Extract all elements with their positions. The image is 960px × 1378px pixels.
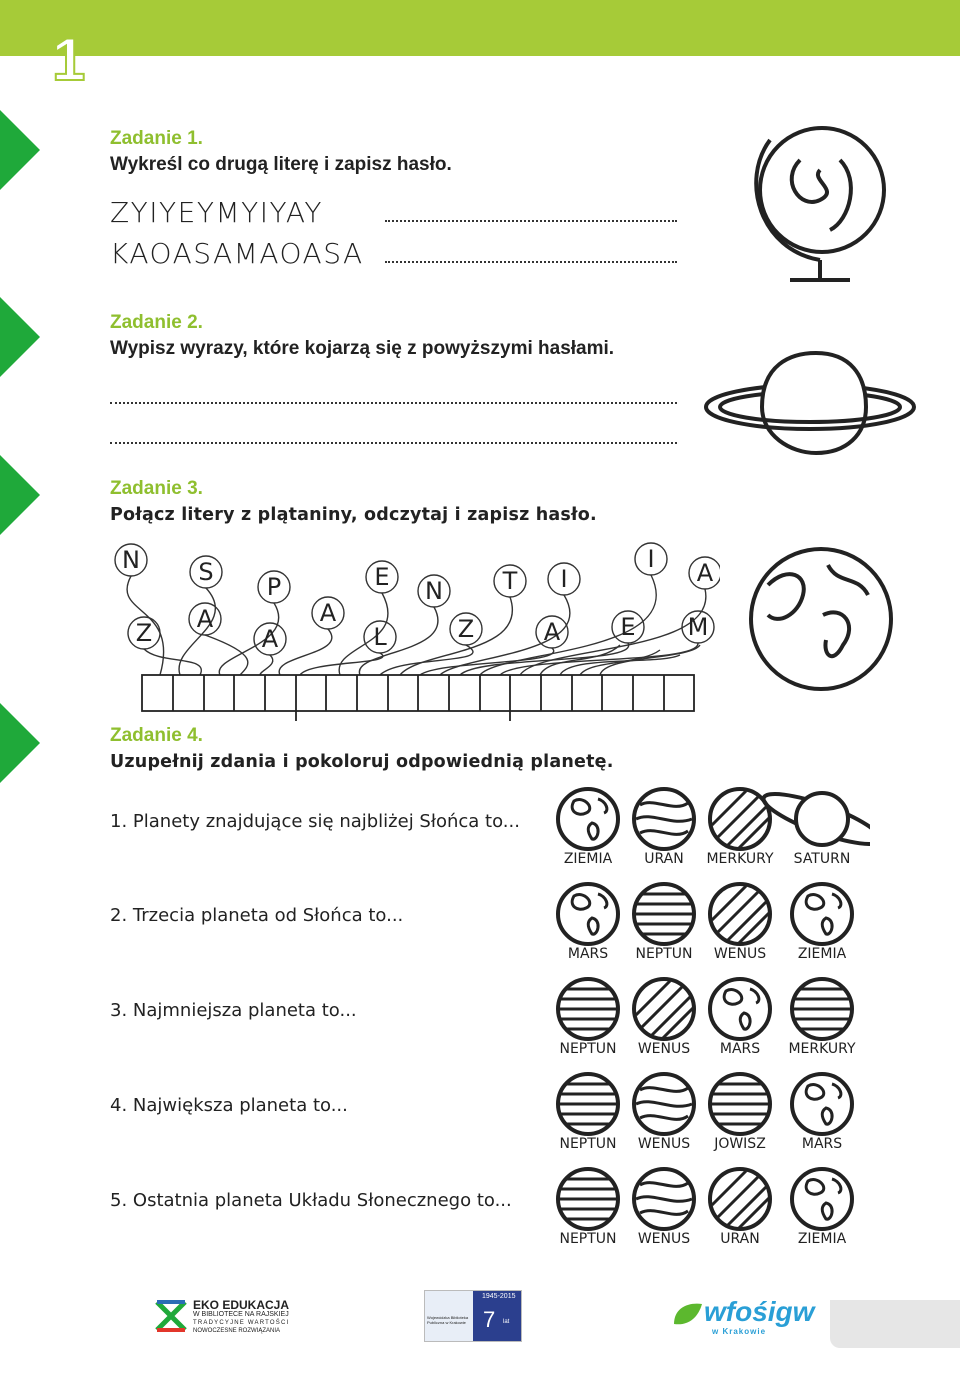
venus-icon (634, 1169, 694, 1229)
answer-line-4[interactable] (110, 442, 677, 444)
eko-edukacja-logo-icon (155, 1300, 187, 1332)
tangle-letter: A (196, 605, 214, 633)
answer-line-2[interactable] (385, 261, 677, 263)
neptune-icon (558, 1169, 618, 1229)
tangle-letter: A (261, 625, 279, 653)
task1-code-1: ZYIYEYMYIYAY (110, 196, 323, 229)
globe-icon (740, 120, 920, 290)
tangle-letter: T (502, 567, 518, 595)
question-3: 3. Najmniejsza planeta to... (110, 1000, 357, 1021)
wfosigw-sub: w Krakowie (712, 1327, 767, 1336)
option-label: WENUS (713, 946, 767, 962)
page-number: 1 (52, 26, 86, 93)
option-label: MARS (719, 1041, 761, 1057)
task2-desc: Wypisz wyrazy, które kojarzą się z powyższymi hasłami. (110, 338, 615, 359)
corner-decoration (830, 1300, 960, 1348)
task4-title: Zadanie 4. (110, 725, 203, 746)
top-bar (0, 0, 960, 56)
logo1-line: W BIBLIOTECE NA RAJSKIEJ (193, 1311, 289, 1318)
arrow-marker-3 (0, 455, 40, 535)
option-label: URAN (644, 851, 684, 867)
neptune-icon (634, 884, 694, 944)
answer-line-1[interactable] (385, 220, 677, 222)
tangle-letter: E (374, 563, 390, 591)
option-label: SATURN (793, 851, 851, 867)
question-1: 1. Planety znajdujące się najbliżej Słońca to... (110, 811, 520, 832)
answer-line-3[interactable] (110, 402, 677, 404)
option-label: NEPTUN (635, 946, 693, 962)
option-label: WENUS (637, 1041, 691, 1057)
saturn-icon (759, 785, 870, 853)
neptune-icon (558, 979, 618, 1039)
wbp-logo (424, 1290, 522, 1342)
tangle-letter: L (373, 623, 387, 651)
option-label: NEPTUN (559, 1041, 617, 1057)
option-label: NEPTUN (559, 1136, 617, 1152)
logo1-line: NOWOCZESNE ROZWIĄZANIA (193, 1328, 280, 1334)
mars-icon (710, 979, 770, 1039)
uranus-icon (710, 1169, 770, 1229)
mars-icon (558, 884, 618, 944)
logo1-line: TRADYCYJNE WARTOŚCI (193, 1320, 290, 1326)
option-label: URAN (720, 1231, 760, 1247)
task2-title: Zadanie 2. (110, 312, 203, 333)
option-label: MARS (567, 946, 609, 962)
arrow-marker-1 (0, 110, 40, 190)
question-4: 4. Największa planeta to... (110, 1095, 348, 1116)
tangle-letter: A (319, 599, 337, 627)
row1-planets (558, 785, 870, 853)
venus-icon (634, 979, 694, 1039)
earth-icon (558, 789, 618, 849)
letter-tangle (100, 535, 720, 725)
question-2: 2. Trzecia planeta od Słońca to... (110, 905, 404, 926)
option-label: ZIEMIA (797, 946, 847, 962)
logo1-title: EKO EDUKACJA (193, 1298, 290, 1312)
wfosigw-logo-text: wfośigw (704, 1296, 815, 1327)
task4-desc: Uzupełnij zdania i pokoloruj odpowiednią planetę. (110, 752, 614, 772)
tangle-letter: E (620, 613, 636, 641)
tangle-letter: Z (135, 619, 153, 647)
earth-illustration-icon (748, 545, 894, 693)
option-label: WENUS (637, 1231, 691, 1247)
task3-title: Zadanie 3. (110, 478, 203, 499)
mercury-icon (710, 789, 770, 849)
option-label: MARS (801, 1136, 843, 1152)
option-label: WENUS (637, 1136, 691, 1152)
option-label: MERKURY (706, 851, 774, 867)
saturn-illustration-icon (700, 345, 920, 465)
option-label: ZIEMIA (563, 851, 613, 867)
tangle-letter: A (696, 559, 714, 587)
venus-icon (710, 884, 770, 944)
tangle-letter: P (266, 573, 282, 601)
tangle-letter: A (543, 618, 561, 646)
option-label: ZIEMIA (797, 1231, 847, 1247)
venus-icon (634, 1074, 694, 1134)
option-label: JOWISZ (714, 1136, 766, 1152)
option-label: NEPTUN (559, 1231, 617, 1247)
task1-title: Zadanie 1. (110, 128, 203, 149)
wbp-years: 1945-2015 (482, 1293, 516, 1300)
wbp-lat: lat (503, 1319, 510, 1325)
mars-icon (792, 1074, 852, 1134)
arrow-marker-4 (0, 703, 40, 783)
tangle-letter: N (122, 546, 140, 574)
task1-code-2: KAOASAMAOASA (110, 237, 364, 270)
tangle-letter: M (687, 613, 709, 641)
leaf-icon (670, 1300, 704, 1328)
tangle-letter: S (198, 558, 214, 586)
tangle-letter: Z (457, 615, 475, 643)
wbp-name: Wojewódzka Biblioteka Publiczna w Krakowie (427, 1315, 469, 1325)
task1-desc: Wykreśl co drugą literę i zapisz hasło. (110, 154, 452, 175)
tangle-letter: N (425, 577, 443, 605)
tangle-letter: I (560, 565, 568, 593)
task3-desc: Połącz litery z plątaniny, odczytaj i zapisz hasło. (110, 505, 597, 525)
mercury-icon (792, 979, 852, 1039)
earth-icon (792, 884, 852, 944)
option-label: MERKURY (788, 1041, 856, 1057)
neptune-icon (558, 1074, 618, 1134)
jupiter-icon (710, 1074, 770, 1134)
earth-icon (792, 1169, 852, 1229)
question-5: 5. Ostatnia planeta Układu Słonecznego to... (110, 1190, 512, 1211)
uranus-icon (634, 789, 694, 849)
wbp-seven: 7 (483, 1307, 496, 1332)
tangle-letter: I (647, 545, 655, 573)
arrow-marker-2 (0, 297, 40, 377)
